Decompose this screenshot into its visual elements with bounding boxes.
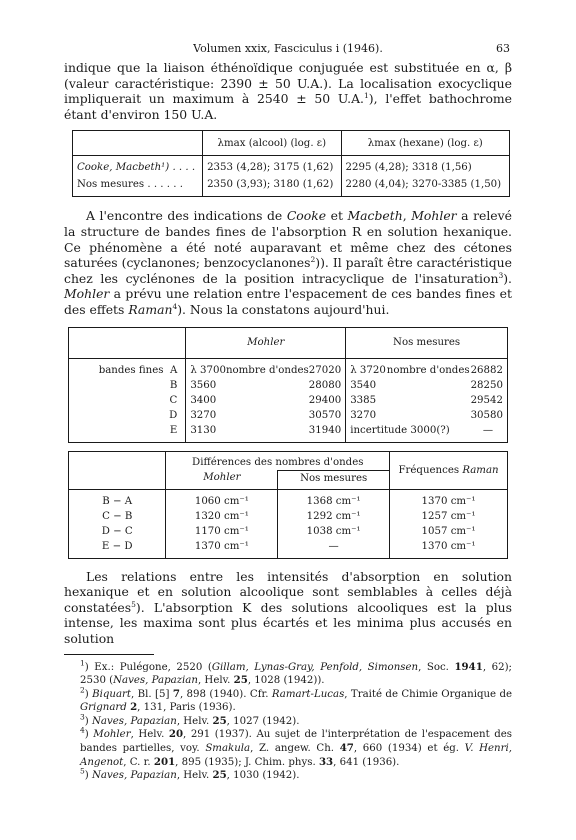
table3-corner [69, 451, 166, 489]
footnote-ref-4[interactable]: 4 [172, 301, 178, 311]
footnote-2: $^2$) Biquart, Bl. [5] 7, 898 (1940). Cfr. Ramart-Lucas, Traité de Chimie Organique de Grignard 2, 131, Paris (1936). [80, 685, 512, 714]
table-row: E − D 1370 cm⁻¹ — 1370 cm⁻¹ [69, 539, 508, 559]
footnote-ref-5[interactable]: 5 [131, 599, 136, 609]
table3-col-raman: Fréquences Raman [390, 451, 508, 489]
table-row: Nos mesures . . . . . . 2350 (3,93); 3180 (1,62) 2280 (4,04); 3270-3385 (1,50) [73, 176, 510, 197]
table1-col-alcool: λmax (alcool) (log. ε) [203, 131, 341, 156]
running-header [0, 42, 576, 58]
footnote-3: $^3$) Naves, Papazian, Helv. 25, 1027 (1942). [80, 712, 300, 727]
table2-col-mohler: Mohler [186, 327, 346, 358]
footnote-5: $^5$) Naves, Papazian, Helv. 25, 1030 (1942). [80, 766, 300, 782]
table1-row-label: Nos mesures . . . . . . [77, 179, 183, 191]
table-row: E 3130 31940 incertitude 3000(?) — [69, 423, 508, 443]
table-row: C − B 1320 cm⁻¹ 1292 cm⁻¹ 1257 cm⁻¹ [69, 509, 508, 524]
footnote-ref-3[interactable]: 3 [498, 270, 504, 280]
table-row: D − C 1170 cm⁻¹ 1038 cm⁻¹ 1057 cm⁻¹ [69, 524, 508, 539]
article-body [64, 60, 512, 783]
footnotes [64, 658, 513, 783]
table1-col-hexane: λmax (hexane) (log. ε) [341, 131, 510, 156]
footnote-ref-2[interactable]: 2 [310, 255, 316, 265]
footnote-1: $^1$) Ex.: Pulégone, 2520 (Gillam, Lynas-Gray, Penfold, Simonsen, Soc. 1941, 62); 2530 (Naves, Papazian, Helv. 25, 1028 (1942)). [80, 658, 512, 687]
paragraph-3: Les relations entre les intensités d'absorption en solution hexanique et en solution alcoolique sont semblables à celles déjà constatées$^5$). L'absorption K des solutions alcooliques est la plus intense, les maxima sont plus écartés et les minima plus accusés en solution [64, 568, 512, 646]
paragraph-1: indique que la liaison éthénoïdique conjuguée est substituée en α, β (valeur caractéristique: 2390 ± 50 U.A.). La localisation exocyclique impliquerait un maximum à 2540 ± 50 U.A.$^1$), l'effet bathochrome étant d'environ 150 U.A. [64, 60, 512, 122]
wavenumber-differences-table [68, 451, 508, 559]
table-row: D 3270 30570 3270 30580 [69, 408, 508, 423]
fine-bands-table [68, 327, 508, 443]
table-row: bandes fines A λ 3700 nombre d'ondes 27020 λ 3720 nombre d'ondes 26882 [69, 358, 508, 378]
table1-row-label: Cooke, Macbeth¹) . . . . [77, 162, 196, 174]
table-row: C 3400 29400 3385 29542 [69, 393, 508, 408]
lambda-max-table [72, 130, 510, 197]
running-title: Volumen xxix, Fasciculus i (1946). [193, 42, 383, 55]
table3-col-mohler: Mohler [166, 470, 278, 489]
table2-corner [69, 327, 186, 358]
table1-corner [73, 131, 203, 156]
page-number: 63 [496, 42, 510, 55]
table3-group-header: Différences des nombres d'ondes [166, 451, 390, 470]
table-row: B − A 1060 cm⁻¹ 1368 cm⁻¹ 1370 cm⁻¹ [69, 489, 508, 509]
row-group-label: bandes fines [98, 364, 164, 376]
footnote-4: $^4$) Mohler, Helv. 20, 291 (1937). Au sujet de l'interprétation de l'espacement des bandes partielles, voy. Smakula, Z. angew. Ch. 47, 660 (1934) et ég. V. Henri, Angenot, C. r. 201, 895 (1935); J. Chim. phys. 33, 641 (1936). [80, 726, 513, 768]
table-row: Cooke, Macbeth¹) . . . . 2353 (4,28); 3175 (1,62) 2295 (4,28); 3318 (1,56) [73, 156, 510, 177]
table3-col-nos: Nos mesures [278, 470, 390, 489]
footnote-ref-1[interactable]: 1 [364, 91, 369, 101]
table2-col-nos: Nos mesures [346, 327, 508, 358]
table-row: B 3560 28080 3540 28250 [69, 378, 508, 393]
footnote-divider [64, 654, 154, 655]
paragraph-2: A l'encontre des indications de Cooke et Macbeth, Mohler a relevé la structure de bandes fines de l'absorption R en solution hexanique. Ce phénomène a été noté auparavant et même chez des cétones saturées (cyclanones; benzocyclanones$^2$)). Il paraît être caractéristique chez les cyclénones de la position intracyclique de l'insaturation$^3$). Mohler a prévu une relation entre l'espacement de ces bandes fines et des effets Raman$^4$). Nous la constatons aujourd'hui. [64, 208, 512, 317]
